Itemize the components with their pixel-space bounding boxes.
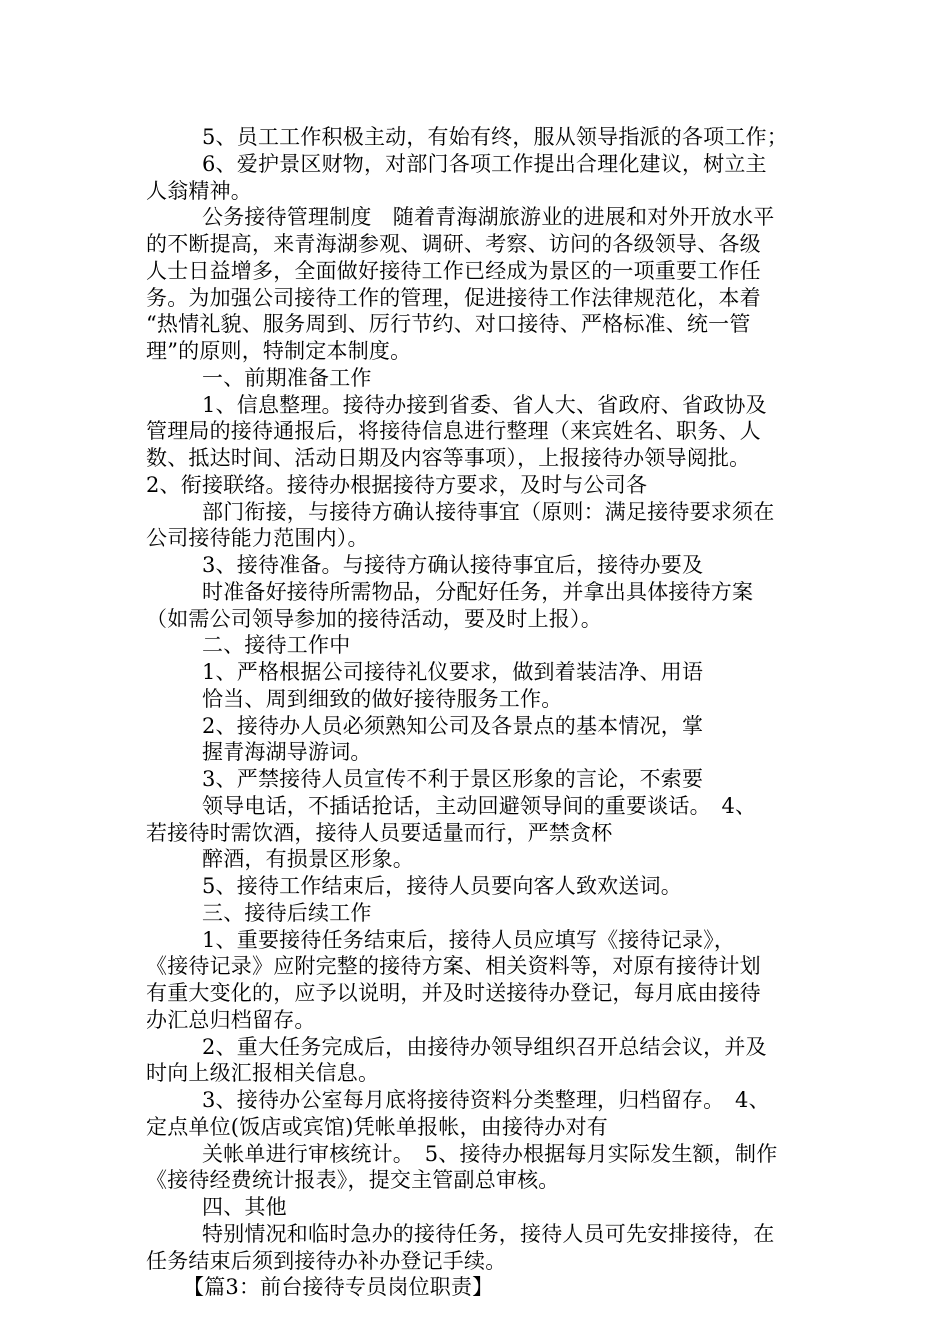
text-line: 5、接待工作结束后，接待人员要向客人致欢送词。 [202,874,682,898]
article-heading: 【篇3：前台接待专员岗位职责】 [183,1275,494,1299]
text-line: 《接待经费统计报表》，提交主管副总审核。 [146,1168,560,1192]
section-heading: 四、其他 [202,1195,287,1219]
text-line: 醉酒，有损景区形象。 [202,847,414,871]
section-heading: 一、前期准备工作 [202,366,372,390]
text-line: （如需公司领导参加的接待活动，要及时上报）。 [146,607,602,631]
section-heading: 二、接待工作中 [202,633,351,657]
text-line: 《接待记录》应附完整的接待方案、相关资料等，对原有接待计划 [146,954,761,978]
text-line: 人士日益增多，全面做好接待工作已经成为景区的一项重要工作任 [146,259,761,283]
text-line: “热情礼貌、服务周到、厉行节约、对口接待、严格标准、统一管 [146,312,751,336]
text-line: 2、衔接联络。接待办根据接待方要求，及时与公司各 [146,473,648,497]
text-line: 2、重大任务完成后，由接待办领导组织召开总结会议，并及 [202,1035,767,1059]
text-line: 1、严格根据公司接待礼仪要求，做到着装洁净、用语 [202,660,704,684]
text-line: 时准备好接待所需物品，分配好任务，并拿出具体接待方案 [202,580,754,604]
section-heading: 三、接待后续工作 [202,901,372,925]
text-line: 5、员工工作积极主动，有始有终，服从领导指派的各项工作； [202,125,788,149]
text-line: 3、接待准备。与接待方确认接待事宜后，接待办要及 [202,553,704,577]
text-line: 特别情况和临时急办的接待任务，接待人员可先安排接待，在 [202,1222,775,1246]
text-line: 3、接待办公室每月底将接待资料分类整理，归档留存。 4、 [202,1088,770,1112]
text-line: 理”的原则，特制定本制度。 [146,339,412,363]
text-line: 6、爱护景区财物，对部门各项工作提出合理化建议，树立主 [202,152,767,176]
text-line: 恰当、周到细致的做好接待服务工作。 [202,687,563,711]
text-line: 有重大变化的，应予以说明，并及时送接待办登记，每月底由接待 [146,981,761,1005]
text-line: 1、信息整理。接待办接到省委、省人大、省政府、省政协及 [202,393,767,417]
text-line: 公务接待管理制度 随着青海湖旅游业的进展和对外开放水平 [202,205,775,229]
text-line: 人翁精神。 [146,179,252,203]
text-line: 部门衔接，与接待方确认接待事宜（原则：满足接待要求须在 [202,500,775,524]
text-line: 定点单位(饭店或宾馆)凭帐单报帐，由接待办对有 [146,1115,608,1139]
text-line: 的不断提高，来青海湖参观、调研、考察、访问的各级领导、各级 [146,232,761,256]
text-line: 关帐单进行审核统计。 5、接待办根据每月实际发生额，制作 [202,1142,778,1166]
text-line: 若接待时需饮酒，接待人员要适量而行，严禁贪杯 [146,821,613,845]
text-line: 1、重要接待任务结束后，接待人员应填写《接待记录》， [202,928,736,952]
text-line: 2、接待办人员必须熟知公司及各景点的基本情况，掌 [202,714,704,738]
text-line: 公司接待能力范围内）。 [146,526,369,550]
text-line: 务。为加强公司接待工作的管理，促进接待工作法律规范化，本着 [146,286,761,310]
text-line: 数、抵达时间、活动日期及内容等事项），上报接待办领导阅批。 [146,446,751,470]
text-line: 握青海湖导游词。 [202,740,372,764]
text-line: 3、严禁接待人员宣传不利于景区形象的言论，不索要 [202,767,704,791]
text-line: 任务结束后须到接待办补办登记手续。 [146,1249,507,1273]
text-line: 领导电话，不插话抢话，主动回避领导间的重要谈话。 4、 [202,794,757,818]
text-line: 管理局的接待通报后，将接待信息进行整理（来宾姓名、职务、人 [146,419,761,443]
text-line: 办汇总归档留存。 [146,1008,316,1032]
text-line: 时向上级汇报相关信息。 [146,1061,380,1085]
